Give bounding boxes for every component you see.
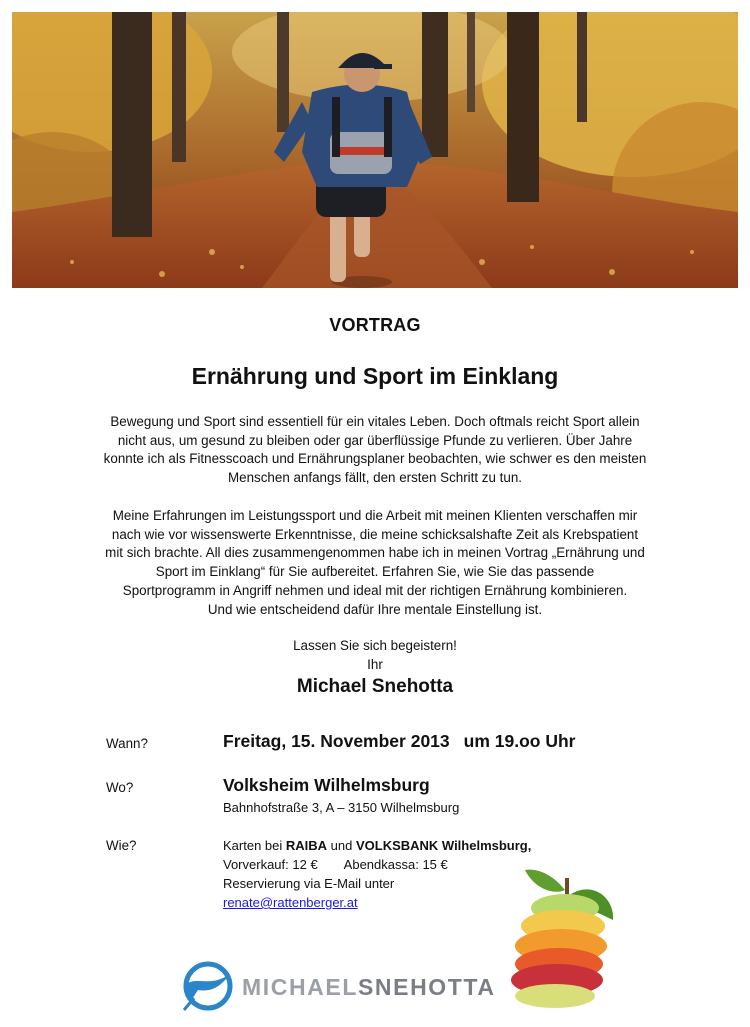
venue-name: Volksheim Wilhelmsburg (223, 775, 430, 795)
reservation-text: Reservierung via E-Mail unter (223, 876, 395, 891)
reservation-email-link[interactable]: renate@rattenberger.at (223, 895, 358, 910)
text-line: Sport im Einklang“ für Sie aufbereitet. Erfahren Sie, wie Sie das passende (155, 564, 595, 580)
event-headline: Ernährung und Sport im Einklang (191, 363, 559, 389)
logo-text-bold: SNEHOTTA (357, 974, 496, 1000)
seller-raiba: RAIBA (285, 838, 328, 853)
kicker-title: VORTRAG (329, 315, 421, 335)
event-datetime (223, 731, 575, 752)
ticket-prices (223, 855, 531, 874)
event-time: um 19.oo Uhr (463, 731, 576, 751)
text-line: Sportprogramm in Angriff nehmen und ideal mit der richtigen Ernährung kombinieren. (122, 582, 628, 598)
event-date: Freitag, 15. November 2013 (223, 731, 450, 751)
logo-text-light: MICHAEL (242, 974, 358, 1000)
text-line: konnte ich als Fitnesscoach und Ernährungsplaner beobachten, wie schwer es den meisten (103, 451, 647, 467)
text-line: mit sich brachte. All dies zusammengenommen habe ich in meinen Vortrag „Ernährung und (105, 545, 645, 561)
stacked-fruit-slices-image (505, 860, 633, 1010)
how-label: Wie? (106, 838, 137, 853)
text-line: Bewegung und Sport sind essentiell für ein vitales Leben. Doch oftmals reicht Sport allein (110, 414, 640, 429)
tickets-prefix: Karten bei (223, 838, 286, 853)
body-paragraph (78, 507, 672, 619)
boxoffice-price: Abendkassa: 15 € (343, 857, 448, 872)
text-line: Und wie entscheidend dafür Ihre mentale Einstellung ist. (207, 601, 543, 617)
ticket-sellers (223, 836, 531, 855)
signature-name: Michael Snehotta (296, 676, 454, 697)
where-label: Wo? (106, 780, 134, 795)
seller-volksbank: VOLKSBANK Wilhelmsburg, (355, 838, 532, 853)
hero-photo (12, 12, 738, 288)
logo-wordmark (242, 974, 496, 1001)
when-label: Wann? (106, 736, 148, 751)
text-line: Meine Erfahrungen im Leistungssport und die Arbeit mit meinen Klienten verschaffen mir (112, 508, 638, 523)
presale-price: Vorverkauf: 12 € (223, 857, 318, 872)
autumn-forest-runner-photo (12, 12, 738, 288)
text-line: nach wie vor wissenswerte Erkenntnisse, die meine schicksalshafte Zeit als Krebspatient (111, 526, 639, 542)
closing-lines (0, 637, 750, 674)
michael-snehotta-logo (180, 958, 496, 1014)
and-word: und (327, 838, 356, 853)
text-line: Menschen anfangs fällt, den ersten Schritt zu tun. (227, 470, 523, 486)
intro-paragraph (78, 413, 672, 488)
closing-line: Lassen Sie sich begeistern! (293, 638, 457, 653)
text-line: nicht aus, um gesund zu bleiben oder gar überflüssige Pfunde zu verlieren. Über Jahre (117, 432, 633, 448)
venue-address: Bahnhofstraße 3, A – 3150 Wilhelmsburg (223, 800, 460, 815)
ticket-info (223, 836, 531, 912)
closing-line: Ihr (367, 656, 383, 672)
bird-globe-logo-icon (180, 958, 238, 1014)
